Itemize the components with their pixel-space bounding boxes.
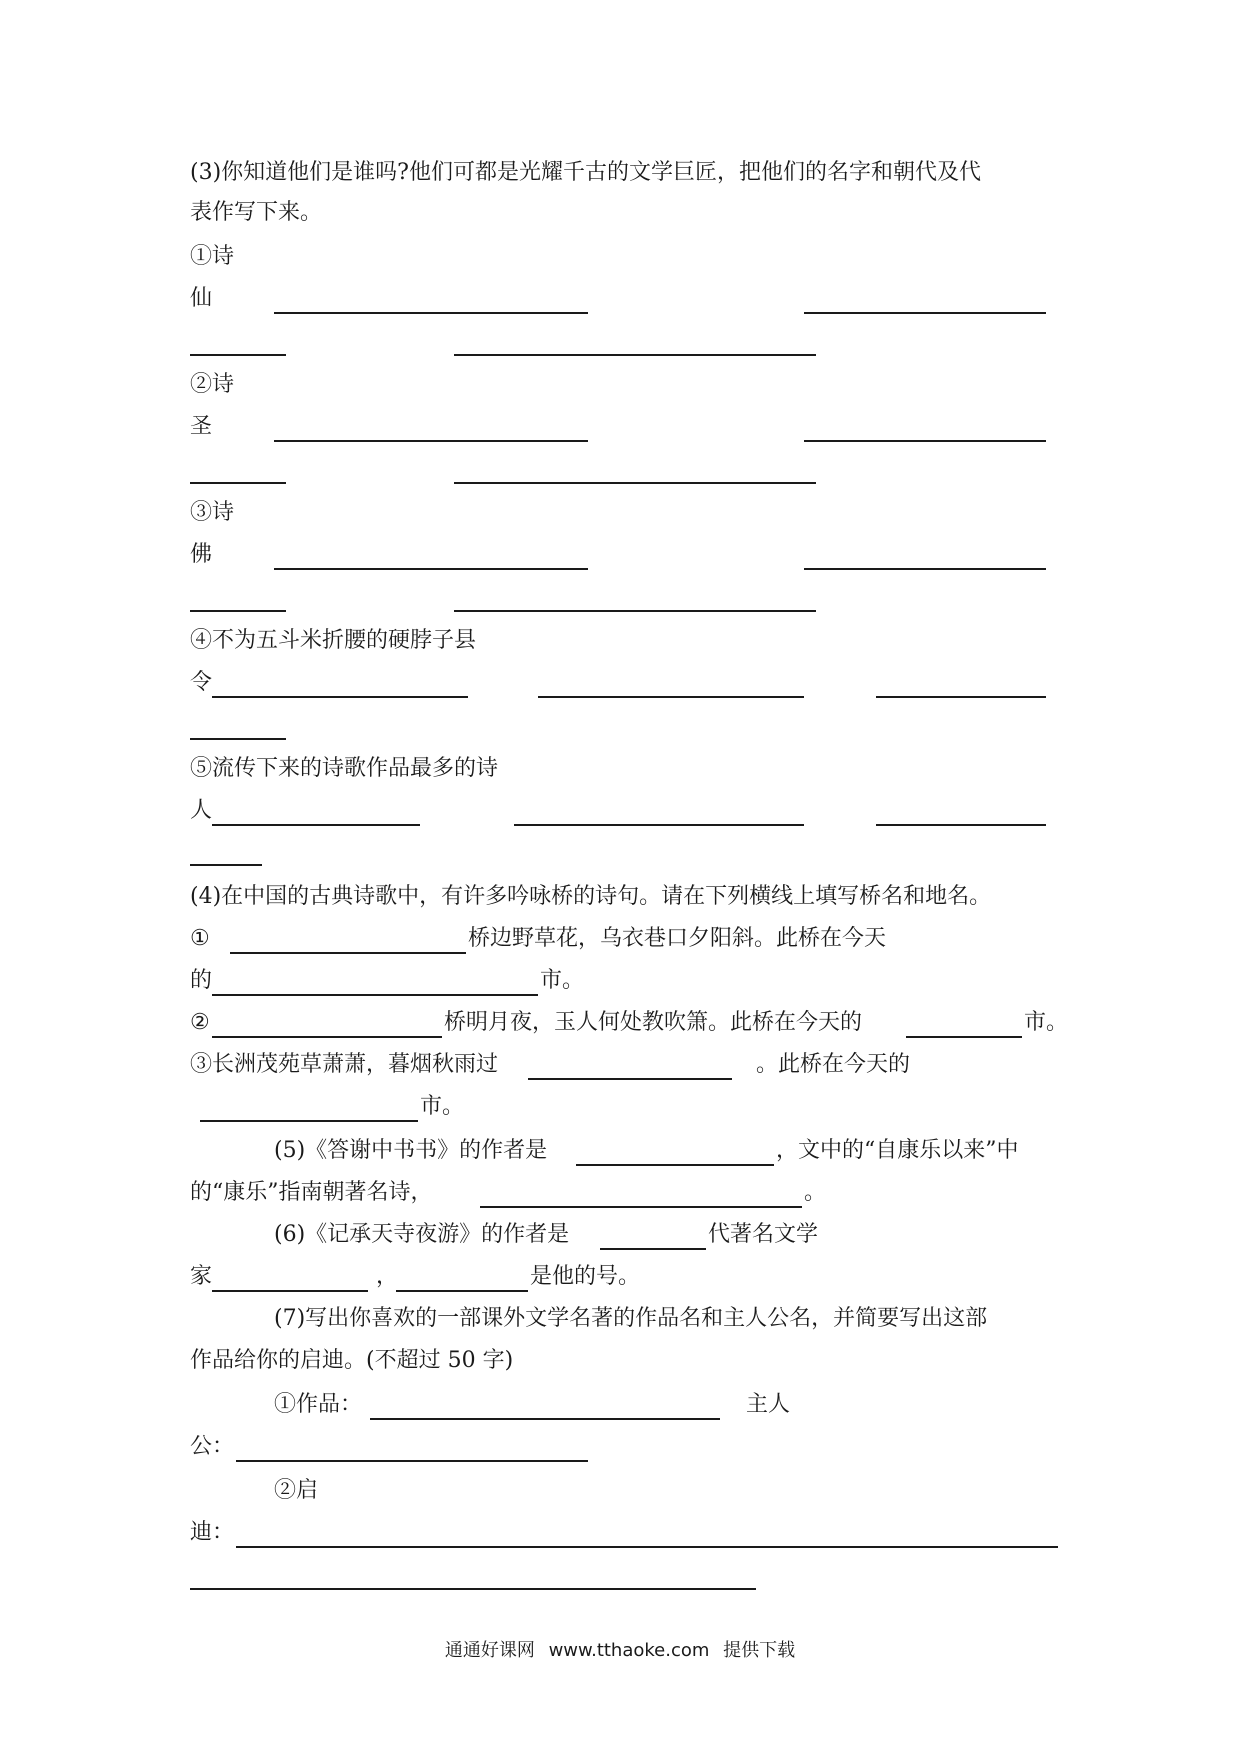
q3-item3-label: ③诗: [190, 500, 235, 525]
q3-item1-label-cont: 仙: [190, 286, 213, 311]
q4-c-text: ③长洲茂苑草萧萧，暮烟秋雨过: [190, 1052, 499, 1077]
q3-intro-line2: 表作写下来。: [190, 200, 323, 225]
q5-line1: (5)《答谢中书书》的作者是: [274, 1138, 548, 1163]
blank-dynasty[interactable]: [804, 568, 1046, 570]
q4-a-number: ①: [190, 926, 210, 951]
q5-line2: 的“康乐”指南朝著名诗，: [190, 1180, 433, 1205]
blank-works-cont[interactable]: [190, 864, 262, 866]
blank-poet[interactable]: [480, 1206, 802, 1208]
q7-insight-label-cont: 迪：: [190, 1520, 235, 1545]
q6-comma: ，: [376, 1264, 399, 1289]
blank-dynasty[interactable]: [538, 696, 804, 698]
blank-work-title[interactable]: [370, 1418, 720, 1420]
blank-bridge-name[interactable]: [212, 1036, 442, 1038]
q3-item3-label-cont: 佛: [190, 542, 213, 567]
blank-works[interactable]: [876, 824, 1046, 826]
blank-name[interactable]: [274, 440, 588, 442]
blank-dynasty-cont[interactable]: [190, 354, 286, 356]
q7-work-label: ①作品：: [274, 1392, 363, 1417]
blank-city[interactable]: [200, 1120, 418, 1122]
q7-line2: 作品给你的启迪。(不超过 50 字): [190, 1348, 514, 1373]
q3-intro-line1: (3)你知道他们是谁吗?他们可都是光耀千古的文学巨匠，把他们的名字和朝代及代: [190, 160, 981, 185]
q3-item1-label: ①诗: [190, 244, 235, 269]
blank-author[interactable]: [212, 1290, 368, 1292]
blank-name[interactable]: [274, 568, 588, 570]
q6-line2: 家: [190, 1264, 213, 1289]
blank-style-name[interactable]: [396, 1290, 528, 1292]
blank-dynasty[interactable]: [804, 312, 1046, 314]
blank-protagonist[interactable]: [236, 1460, 588, 1462]
blank-works[interactable]: [876, 696, 1046, 698]
blank-insight[interactable]: [236, 1546, 1058, 1548]
blank-dynasty-cont[interactable]: [190, 610, 286, 612]
q4-a-city: 市。: [540, 968, 585, 993]
blank-bridge-name[interactable]: [528, 1078, 732, 1080]
blank-dynasty[interactable]: [514, 824, 804, 826]
blank-works[interactable]: [454, 610, 816, 612]
q5-line2-tail: 。: [804, 1180, 827, 1205]
blank-city[interactable]: [212, 994, 538, 996]
blank-works[interactable]: [454, 482, 816, 484]
q3-item5-label-cont: 人: [190, 798, 213, 823]
q3-item2-label-cont: 圣: [190, 414, 213, 439]
q6-line1: (6)《记承天寺夜游》的作者是: [274, 1222, 570, 1247]
q4-a-de: 的: [190, 968, 213, 993]
blank-insight-cont[interactable]: [190, 1588, 756, 1590]
blank-name[interactable]: [212, 824, 420, 826]
blank-works[interactable]: [454, 354, 816, 356]
q7-line1: (7)写出你喜欢的一部课外文学名著的作品名和主人公名，并简要写出这部: [274, 1306, 988, 1331]
footer-site: 通通好课网: [444, 1640, 535, 1661]
q6-line2-tail: 是他的号。: [530, 1264, 641, 1289]
q7-hero-label-cont: 公：: [190, 1434, 235, 1459]
q4-b-number: ②: [190, 1010, 210, 1035]
page-footer: [0, 1636, 1240, 1662]
blank-dynasty[interactable]: [600, 1248, 706, 1250]
q5-line1-tail: ，文中的“自康乐以来”中: [776, 1138, 1019, 1163]
blank-bridge-name[interactable]: [230, 952, 466, 954]
q3-item4-label: ④不为五斗米折腰的硬脖子县: [190, 628, 477, 653]
q3-item4-label-cont: 令: [190, 670, 213, 695]
footer-url[interactable]: www.tthaoke.com: [548, 1640, 710, 1661]
blank-dynasty[interactable]: [804, 440, 1046, 442]
q7-hero-label: 主人: [746, 1392, 791, 1417]
blank-works-cont[interactable]: [190, 738, 286, 740]
q4-c-city: 市。: [420, 1094, 465, 1119]
footer-note: 提供下载: [723, 1640, 796, 1661]
q4-intro: (4)在中国的古典诗歌中，有许多吟咏桥的诗句。请在下列横线上填写桥名和地名。: [190, 884, 992, 909]
q4-b-text: 桥明月夜，玉人何处教吹箫。此桥在今天的: [444, 1010, 863, 1035]
blank-name[interactable]: [212, 696, 468, 698]
q3-item5-label: ⑤流传下来的诗歌作品最多的诗: [190, 756, 499, 781]
q7-insight-label: ②启: [274, 1478, 319, 1503]
blank-city[interactable]: [906, 1036, 1022, 1038]
q6-line1-tail: 代著名文学: [708, 1222, 819, 1247]
q4-b-city: 市。: [1024, 1010, 1069, 1035]
blank-dynasty-cont[interactable]: [190, 482, 286, 484]
q4-a-text: 桥边野草花，乌衣巷口夕阳斜。此桥在今天: [468, 926, 887, 951]
blank-author[interactable]: [576, 1164, 774, 1166]
blank-name[interactable]: [274, 312, 588, 314]
q3-item2-label: ②诗: [190, 372, 235, 397]
q4-c-tail: 。此桥在今天的: [756, 1052, 911, 1077]
